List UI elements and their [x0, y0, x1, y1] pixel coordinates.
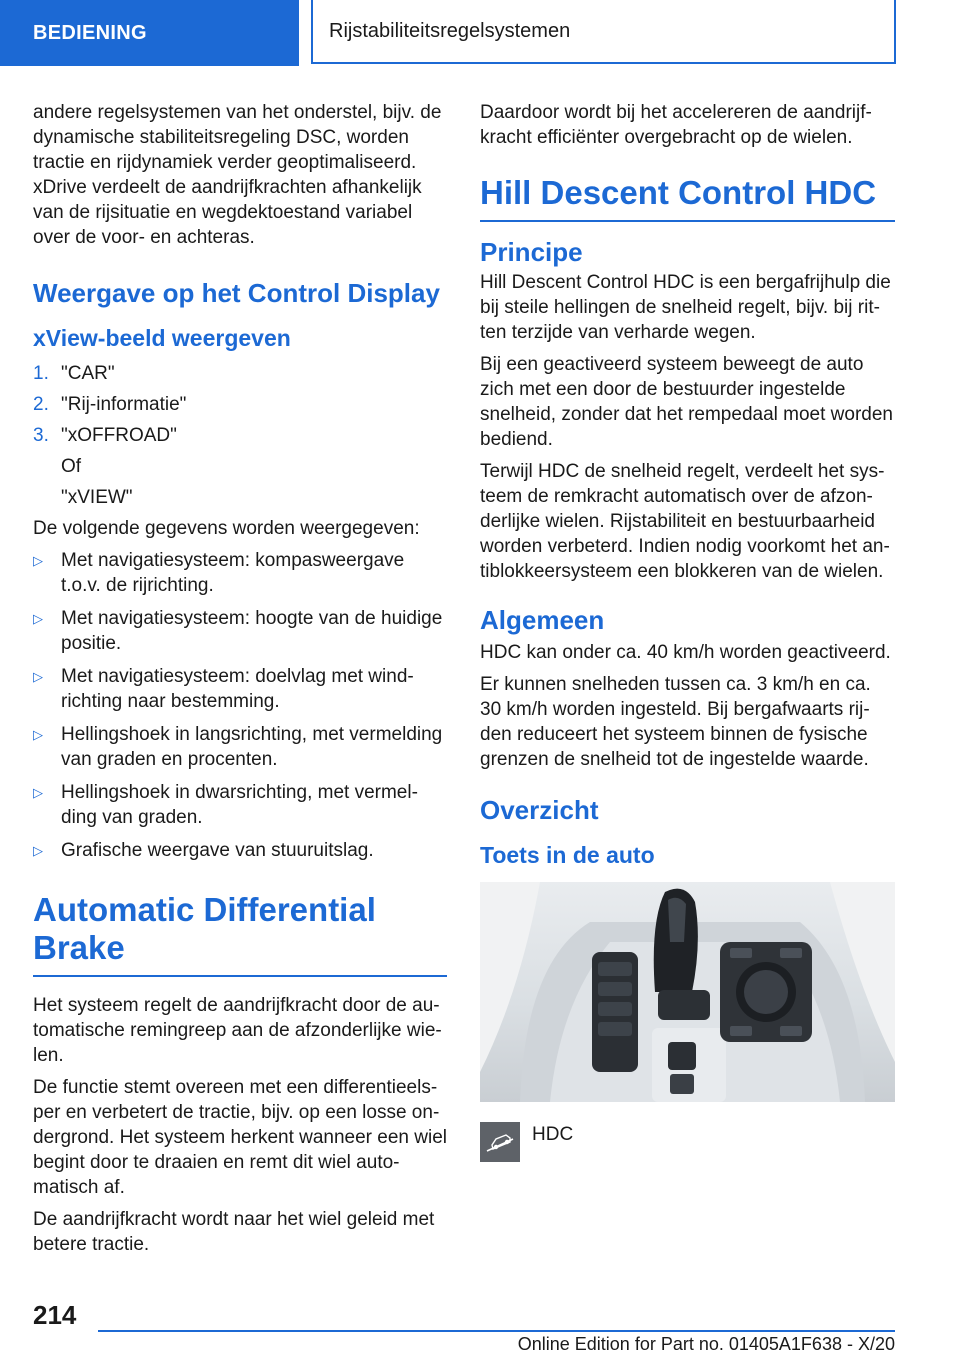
list-item: ▷ Grafische weergave van stuuruitslag. — [33, 840, 374, 861]
adb-paragraph-1: Het systeem regelt de aandrijfkracht door de automatische remingreep aan de afzonderlijke wielen. — [33, 995, 442, 1066]
list-item: 3. "xOFFROAD" — [33, 425, 177, 446]
triangle-bullet-icon: ▷ — [33, 553, 43, 568]
continuation-paragraph: Daardoor wordt bij het accelereren de aandrijfkracht efficiënter overgebracht op de wielen. — [480, 102, 872, 148]
heading-algemeen: Algemeen — [480, 605, 605, 635]
left-column — [33, 100, 447, 1264]
list-item: ▷ Hellingshoek in langsrichting, met vermelding van graden en procenten. — [33, 724, 443, 770]
hdc-legend — [480, 1122, 895, 1162]
intro-paragraph: andere regelsystemen van het onderstel, bijv. de dynamische stabiliteitsregeling DSC, worden tractie en rijdynamiek verder geoptimaliseerd. xDrive verdeelt de aandrijfkrachten afhankelijk van de rijsituatie en wegdektoestand variabel over de voor- en achteras. — [33, 102, 442, 248]
steps-list — [33, 361, 447, 448]
footer-edition: Online Edition for Part no. 01405A1F638 - X/20 — [517, 1334, 895, 1354]
heading-xview: xView-beeld weergeven — [33, 325, 291, 351]
triangle-bullet-icon: ▷ — [33, 727, 43, 742]
center-console-photo — [480, 882, 895, 1102]
triangle-bullet-icon: ▷ — [33, 843, 43, 858]
data-bullets — [33, 548, 447, 863]
heading-principe: Principe — [480, 237, 583, 267]
list-item: ▷ Hellingshoek in dwarsrichting, met vermelding van graden. — [33, 782, 418, 828]
section-title: BEDIENING — [33, 21, 147, 44]
algemeen-paragraph-1: HDC kan onder ca. 40 km/h worden geactiveerd. — [480, 642, 891, 663]
triangle-bullet-icon: ▷ — [33, 611, 43, 626]
principe-paragraph-2: Bij een geactiveerd systeem beweegt de auto zich met een door de bestuurder ingestelde snelheid, zonder dat het rempedaal moet worden bediend. — [480, 354, 893, 450]
list-item: 2. "Rij-informatie" — [33, 394, 187, 415]
principe-paragraph-3: Terwijl HDC de snelheid regelt, verdeelt het systeem de remkracht automatisch over de afzonderlijke wielen. Rijstabiliteit en bestuurbaarheid worden verbeterd. Indien nodig voorkomt het antiblokkeersysteem een blokkeren van de wielen. — [480, 461, 890, 582]
footer-divider — [98, 1330, 895, 1332]
page-number: 214 — [33, 1300, 77, 1330]
chapter-title: Rijstabiliteitsregelsystemen — [329, 19, 571, 42]
step-or: Of — [61, 456, 82, 477]
principe-paragraph-1: Hill Descent Control HDC is een bergafrijhulp die bij steile hellingen de snelheid regelt, bijv. bij ritten terzijde van verharde wegen. — [480, 272, 891, 343]
right-column — [480, 100, 895, 1162]
list-intro: De volgende gegevens worden weergegeven: — [33, 518, 420, 539]
console-illustration — [480, 882, 895, 1102]
triangle-bullet-icon: ▷ — [33, 669, 43, 684]
heading-adb: Automatic Differential Brake — [33, 891, 447, 977]
hdc-label: HDC — [532, 1124, 574, 1145]
chapter-tab — [311, 0, 896, 64]
list-item: ▷ Met navigatiesysteem: hoogte van de huidige positie. — [33, 608, 443, 654]
heading-overzicht: Overzicht — [480, 795, 599, 825]
adb-paragraph-3: De aandrijfkracht wordt naar het wiel geleid met betere tractie. — [33, 1209, 435, 1255]
list-item: 1. "CAR" — [33, 363, 115, 384]
heading-toets: Toets in de auto — [480, 842, 655, 868]
section-tab — [0, 0, 299, 66]
algemeen-paragraph-2: Er kunnen snelheden tussen ca. 3 km/h en ca. 30 km/h worden ingesteld. Bij bergafwaarts rijden reduceert het systeem binnen de fysische grenzen de snelheid tot de ingestelde waarde. — [480, 674, 871, 770]
triangle-bullet-icon: ▷ — [33, 785, 43, 800]
heading-hdc: Hill Descent Control HDC — [480, 174, 895, 222]
step-alt: "xVIEW" — [61, 487, 133, 508]
heading-control-display: Weergave op het Control Display — [33, 278, 440, 308]
adb-paragraph-2: De functie stemt overeen met een differentieelsper en verbetert de tractie, bijv. op een losse ondergrond. Het systeem herkent wanneer een wiel begint door te draaien en remt dit wiel automatisch af. — [33, 1077, 448, 1198]
list-item: ▷ Met navigatiesysteem: kompasweergave t.o.v. de rijrichting. — [33, 550, 405, 596]
list-item: ▷ Met navigatiesysteem: doelvlag met windrichting naar bestemming. — [33, 666, 414, 712]
hdc-car-slope-icon — [480, 1122, 520, 1162]
